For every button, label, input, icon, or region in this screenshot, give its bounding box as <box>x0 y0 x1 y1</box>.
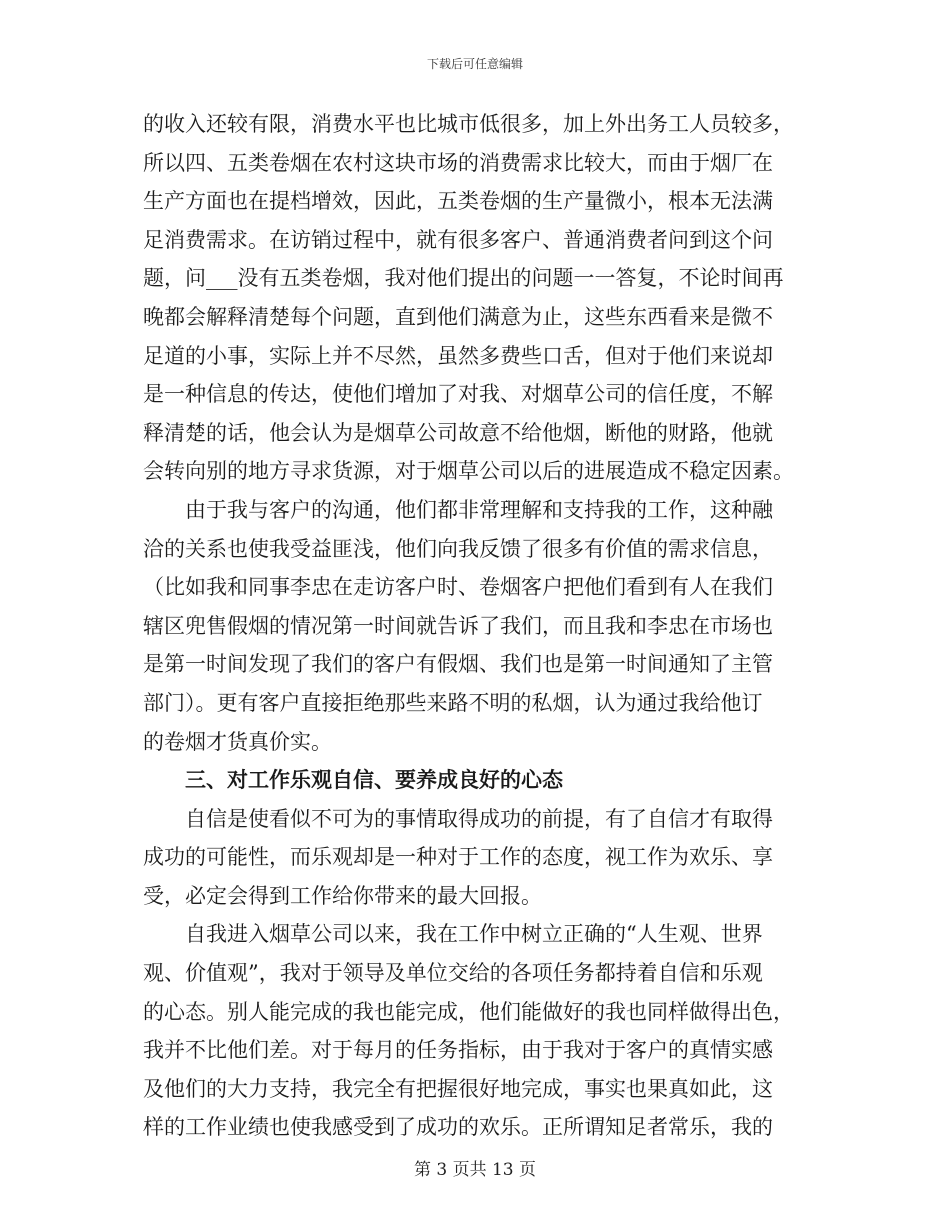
paragraph-line: （比如我和同事李忠在走访客户时、卷烟客户把他们看到有人在我们 <box>143 575 773 600</box>
paragraph-line: 辖区兜售假烟的情况第一时间就告诉了我们，而且我和李忠在市场也 <box>143 613 773 638</box>
page-header: 下载后可任意编辑 <box>426 57 523 71</box>
paragraph-line: 会转向别的地方寻求货源，对于烟草公司以后的进展造成不稳定因素。 <box>143 459 794 484</box>
paragraph-line: 自信是使看似不可为的事情取得成功的前提，有了自信才有取得 <box>185 806 773 831</box>
page-number-footer: 第 3 页共 13 页 <box>413 1160 537 1180</box>
paragraph-line: 及他们的大力支持，我完全有把握很好地完成，事实也果真如此，这 <box>143 1076 773 1101</box>
paragraph-line: 足消费需求。在访销过程中，就有很多客户、普通消费者问到这个问 <box>143 227 773 252</box>
paragraph-line: 的卷烟才货真价实。 <box>143 729 332 754</box>
paragraph-line: 是第一时间发现了我们的客户有假烟、我们也是第一时间通知了主管 <box>143 652 773 677</box>
paragraph-line: 生产方面也在提档增效，因此，五类卷烟的生产量微小，根本无法满 <box>143 189 773 214</box>
paragraph-line: 是一种信息的传达，使他们增加了对我、对烟草公司的信任度，不解 <box>143 382 773 407</box>
paragraph-line: 晚都会解释清楚每个问题，直到他们满意为止，这些东西看来是微不 <box>143 304 773 329</box>
paragraph-line: 足道的小事，实际上并不尽然，虽然多费些口舌，但对于他们来说却 <box>143 343 773 368</box>
paragraph-line: 题，问___没有五类卷烟，我对他们提出的问题一一答复，不论时间再 <box>143 266 784 291</box>
paragraph-line: 由于我与客户的沟通，他们都非常理解和支持我的工作，这种融 <box>185 497 773 522</box>
paragraph-line: 成功的可能性，而乐观却是一种对于工作的态度，视工作为欢乐、享 <box>143 845 773 870</box>
paragraph-line: 受，必定会得到工作给你带来的最大回报。 <box>143 883 542 908</box>
paragraph-line: 自我进入烟草公司以来，我在工作中树立正确的“人生观、世界 <box>185 922 763 947</box>
paragraph-line: 样的工作业绩也使我感受到了成功的欢乐。正所谓知足者常乐，我的 <box>143 1115 773 1140</box>
paragraph-line: 的收入还较有限，消费水平也比城市低很多，加上外出务工人员较多， <box>143 112 794 136</box>
paragraph-line: 部门）。更有客户直接拒绝那些来路不明的私烟，认为通过我给他订 <box>143 690 763 715</box>
paragraph-line: 释清楚的话，他会认为是烟草公司故意不给他烟，断他的财路，他就 <box>143 420 773 445</box>
paragraph-line: 所以四、五类卷烟在农村这块市场的消费需求比较大，而由于烟厂在 <box>143 150 773 175</box>
paragraph-line: 我并不比他们差。对于每月的任务指标，由于我对于客户的真情实感 <box>143 1038 773 1063</box>
paragraph-line: 观、价值观”，我对于领导及单位交给的各项任务都持着自信和乐观 <box>143 961 763 986</box>
paragraph-line: 的心态。别人能完成的我也能完成，他们能做好的我也同样做得出色， <box>143 999 794 1024</box>
paragraph-line: 洽的关系也使我受益匪浅，他们向我反馈了很多有价值的需求信息， <box>143 536 773 561</box>
document-body <box>143 105 811 1147</box>
section-heading: 三、对工作乐观自信、要养成良好的心态 <box>185 767 563 793</box>
